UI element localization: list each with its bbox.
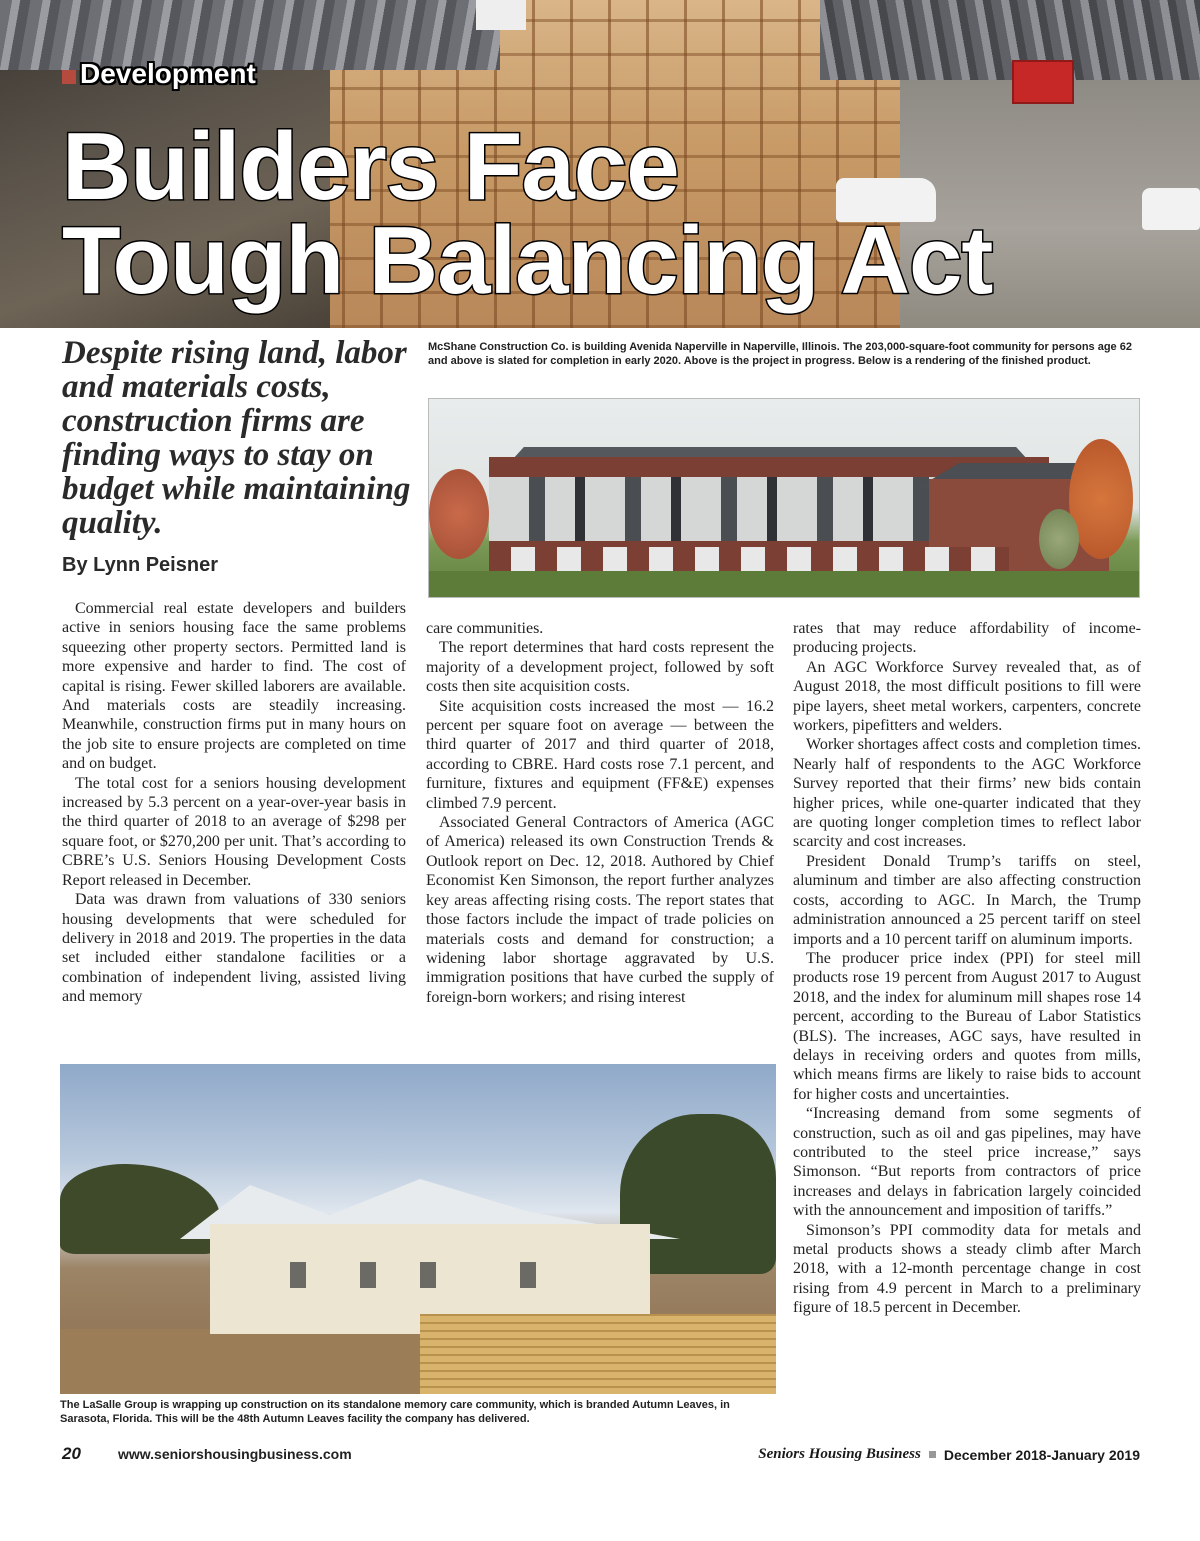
- publication-name: Seniors Housing Business: [758, 1446, 921, 1462]
- paragraph: Simonson’s PPI commodity data for metals and metal products shows a steady climb after March 2018, with a 12-month percentage change in cost rising from 4.9 percent in March to a preliminary figure of 18.5 percent in December.: [793, 1221, 1141, 1317]
- paragraph: The report determines that hard costs represent the majority of a development project, followed by soft costs then site acquisition costs.: [426, 639, 774, 696]
- website-link[interactable]: www.seniorshousingbusiness.com: [118, 1446, 352, 1462]
- memory-care-construction-photo: [60, 1064, 776, 1394]
- byline: By Lynn Peisner: [62, 554, 218, 576]
- issue-date: December 2018-January 2019: [943, 1446, 1140, 1463]
- building-rendering-image: [428, 398, 1140, 598]
- paragraph: Associated General Contractors of America (AGC of America) released its own Construction Trends & Outlook report on Dec. 12, 2018. Authored by Chief Economist Ken Simonson, the report further analyzes key areas affecting rising costs. The report states that those factors include the impact of trade policies on materials costs and demand for construction; a widening labor shortage aggravated by U.S. immigration positions that have curbed the supply of foreign-born workers; and rising interest: [426, 814, 774, 1006]
- hero-construction-photo: [0, 0, 1200, 328]
- paragraph: care communities.: [426, 620, 544, 637]
- paragraph: Commercial real estate developers and builders active in seniors housing face the same problems squeezing other property sectors. Permitted land is more expensive and harder to find. The cost of capital is rising. Fewer skilled laborers are available. And materials costs are steadily increasing. Meanwhile, construction firms put in many hours on the job site to ensure projects are completed on time and on budget.: [62, 600, 406, 773]
- section-label: Development: [62, 58, 256, 90]
- paragraph: Data was drawn from valuations of 330 seniors housing developments that were scheduled for delivery in 2018 and 2019. The properties in the data set included either standalone facilities or a combination of independent living, assisted living and memory: [62, 891, 406, 1006]
- deck: Despite rising land, labor and materials costs, construction firms are finding ways to stay on budget while maintaining quality.: [62, 335, 411, 541]
- article-column-3: [793, 619, 1141, 1318]
- paragraph: rates that may reduce affordability of income-producing projects.: [793, 620, 1141, 657]
- paragraph: “Increasing demand from some segments of construction, such as oil and gas pipelines, may have contributed to the steel price increase,” says Simonson. “But reports from contractors of price increases and delays in fabrication largely coincided with the announcement and imposition of tariffs.”: [793, 1105, 1141, 1220]
- lumber-stack: [420, 1314, 776, 1394]
- paragraph: President Donald Trump’s tariffs on steel, aluminum and timber are also affecting construction costs, according to AGC. In March, the Trump administration announced a 25 percent tariff on steel imports and a 10 percent tariff on aluminum imports.: [793, 852, 1141, 948]
- paragraph: The producer price index (PPI) for steel mill products rose 19 percent from August 2017 to August 2018, and the index for aluminum mill shapes rose 14 percent, according to the Bureau of Labor Statistics (BLS). The increases, AGC says, have resulted in delays in receiving orders and quotes from mills, which means firms are likely to raise bids to account for higher costs and uncertainties.: [793, 949, 1141, 1103]
- paragraph: The total cost for a seniors housing development increased by 5.3 percent on a year-over-year basis in the third quarter of 2018 to an average of $298 per square foot, or $270,200 per unit. That’s according to CBRE’s U.S. Seniors Housing Development Costs Report released in December.: [62, 774, 406, 889]
- paragraph: Site acquisition costs increased the most — 16.2 percent per square foot on average — between the third quarter of 2017 and third quarter of 2018, according to CBRE. Hard costs rose 7.1 percent, and furniture, fixtures and equipment (FF&E) expenses climbed 7.9 percent.: [426, 697, 774, 812]
- photo-caption-bottom: The LaSalle Group is wrapping up construction on its standalone memory care community, which is branded Autumn Leaves, in Sarasota, Florida. This will be the 48th Autumn Leaves facility the company has delivered.: [60, 1399, 730, 1425]
- paragraph: An AGC Workforce Survey revealed that, as of August 2018, the most difficult positions to fill were pipe layers, sheet metal workers, carpenters, concrete workers, pipefitters and welders.: [793, 658, 1141, 735]
- square-separator-icon: [929, 1451, 936, 1458]
- page-footer: [62, 1444, 1140, 1468]
- footer-publication-info: [758, 1446, 1140, 1463]
- headline: Builders Face Tough Balancing Act: [62, 113, 993, 314]
- photo-caption-top: McShane Construction Co. is building Avenida Naperville in Naperville, Illinois. The 203,000-square-foot community for persons age 62 and above is slated for completion in early 2020. Above is the project in progress. Below is a rendering of the finished product.: [428, 341, 1132, 367]
- paragraph: Worker shortages affect costs and completion times. Nearly half of respondents to the AGC Workforce Survey reported that their firms’ new bids contain higher prices, while one-quarter indicated that they are quoting longer completion times to reflect labor scarcity and cost increases.: [793, 736, 1141, 851]
- page-number: 20: [62, 1444, 81, 1463]
- article-column-1: [62, 599, 406, 1007]
- shipping-container: [1012, 60, 1074, 104]
- article-column-2: [426, 619, 774, 1007]
- square-bullet-icon: [62, 70, 76, 84]
